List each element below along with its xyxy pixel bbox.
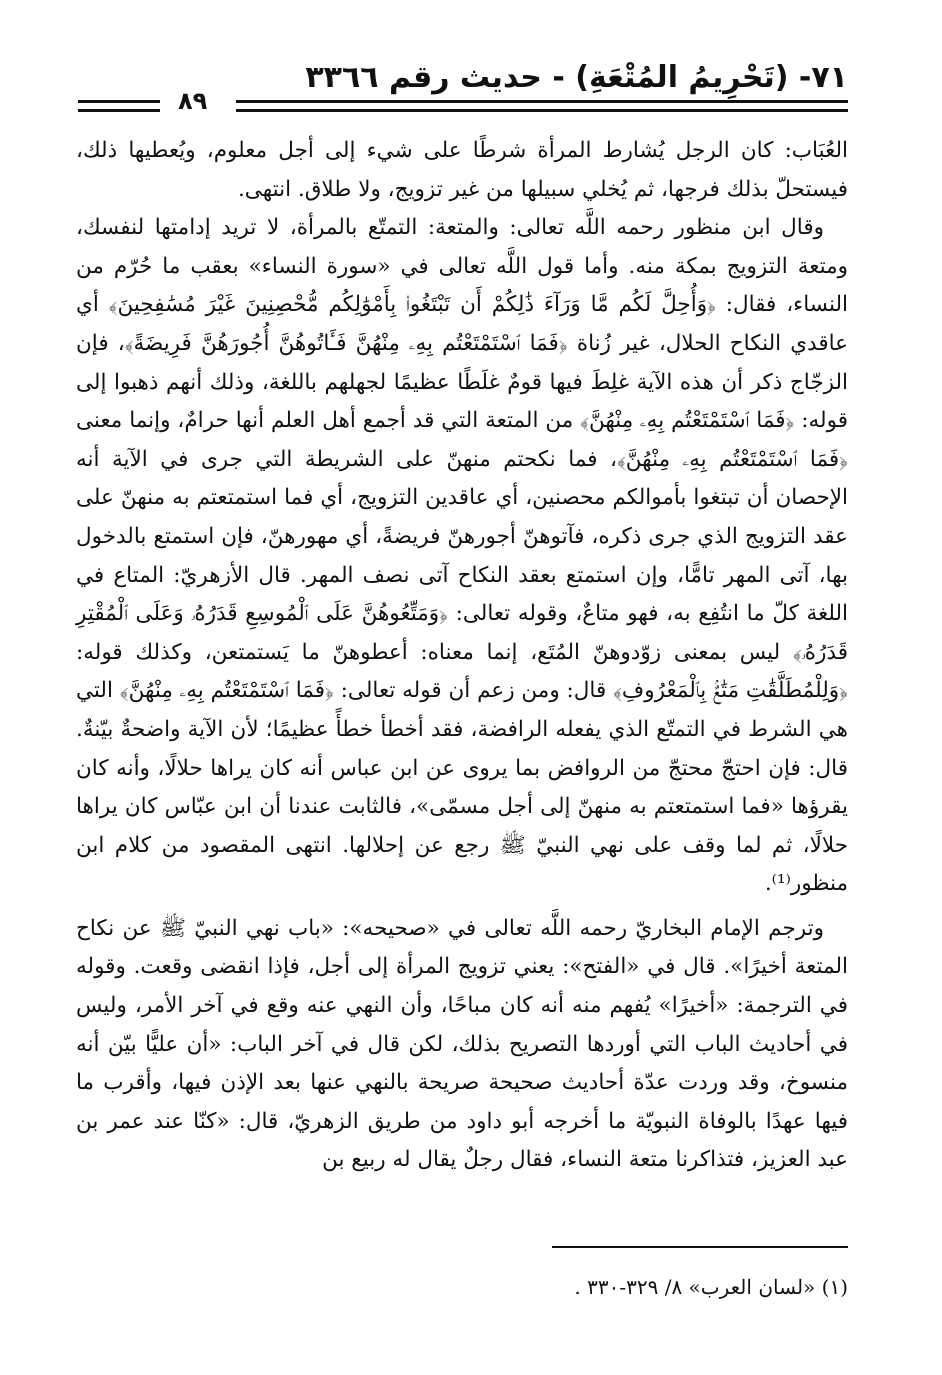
page-header <box>78 52 848 122</box>
header-double-rule-left <box>78 100 160 112</box>
paragraph-1: العُبَاب: كان الرجل يُشارط المرأة شرطًا على شيء إلى أجل معلوم، ويُعطيها ذلك، فيستحلّ بذلك فرجها، ثم يُخلي سبيلها من غير تزويج، ولا طلاق. انتهى. <box>76 138 848 202</box>
paragraph-2: وقال ابن منظور رحمه اللَّه تعالى: والمتعة: التمتّع بالمرأة، لا تريد إدامتها لنفسك، ومتعة التزويج بمكة منه. وأما قول اللَّه تعالى في «سورة النساء» بعقب ما حُرّم من النساء، فقال: ﴿وَأُحِلَّ لَكُم مَّا وَرَآءَ ذَٰلِكُمْ أَن تَبْتَغُوا۟ بِأَمْوَٰلِكُم مُّحْصِنِينَ غَيْرَ مُسَٰفِحِينَ﴾ أي عاقدي النكاح الحلال، غير زُناة ﴿فَمَا ٱسْتَمْتَعْتُم بِهِۦ مِنْهُنَّ فَـَٔاتُوهُنَّ أُجُورَهُنَّ فَرِيضَةً﴾، فإن الزجّاج ذكر أن هذه الآية غلِطَ فيها قومٌ غلَطًا عظيمًا لجهلهم باللغة، وذلك أنهم ذهبوا إلى قوله: ﴿فَمَا ٱسْتَمْتَعْتُم بِهِۦ مِنْهُنَّ﴾ من المتعة التي قد أجمع أهل العلم أنها حرامٌ، وإنما معنى ﴿فَمَا ٱسْتَمْتَعْتُم بِهِۦ مِنْهُنَّ﴾، فما نكحتم منهنّ على الشريطة التي جرى في الآية أنه الإحصان أن تبتغوا بأموالكم محصنين، أي عاقدين التزويج، أي فما استمتعتم به منهنّ على عقد التزويج الذي جرى ذكره، فآتوهنّ أجورهنّ فريضةً، أي مهورهنّ، فإن استمتع بالدخول بها، آتى المهر تامًّا، وإن استمتع بعقد النكاح آتى نصف المهر. قال الأزهريّ: المتاع في اللغة كلّ ما انتُفِع به، فهو متاعٌ، وقوله تعالى: ﴿وَمَتِّعُوهُنَّ عَلَى ٱلْمُوسِعِ قَدَرُهُۥ وَعَلَى ٱلْمُقْتِرِ قَدَرُهُۥ﴾ ليس بمعنى زوّدوهنّ المُتَع، إنما معناه: أعطوهنّ ما يَستمتعن، وكذلك قوله: ﴿وَلِلْمُطَلَّقَٰتِ مَتَٰعٌۢ بِٱلْمَعْرُوفِ﴾ قال: ومن زعم أن قوله تعالى: ﴿فَمَا ٱسْتَمْتَعْتُم بِهِۦ مِنْهُنَّ﴾ التي هي الشرط في التمتّع الذي يفعله الرافضة، فقد أخطأ خطأً عظيمًا؛ لأن الآية واضحةٌ بيّنةٌ. قال: فإن احتجّ محتجّ من الروافض بما يروى عن ابن عباس أنه كان يراها حلالًا، وأنه كان يقرؤها «فما استمتعتم به منهنّ إلى أجل مسمّى»، فالثابت عندنا أن ابن عبّاس كان يراها حلالًا، ثم لما وقف على نهي النبيّ ﷺ رجع عن إحلالها. انتهى المقصود من كلام ابن منظور⁽¹⁾. <box>76 215 848 897</box>
footnote: (١) «لسان العرب» ٨/ ٣٢٩-٣٣٠ . <box>574 1275 848 1299</box>
page-number: ٨٩ <box>178 87 208 115</box>
header-double-rule-right <box>236 100 848 112</box>
main-text <box>76 132 848 1180</box>
running-title: ٧١- (تَحْرِيمُ المُتْعَةِ) - حديث رقم ٣٣٦٦ <box>305 60 848 95</box>
footnote-separator <box>552 1246 848 1248</box>
paragraph-3: وترجم الإمام البخاريّ رحمه اللَّه تعالى في «صحيحه»: «باب نهي النبيّ ﷺ عن نكاح المتعة أخيرًا». قال في «الفتح»: يعني تزويج المرأة إلى أجل، فإذا انقضى وقعت. وقوله في الترجمة: «أخيرًا» يُفهم منه أنه كان مباحًا، وأن النهي عنه وقع في آخر الأمر، وليس في أحاديث الباب التي أوردها التصريح بذلك، لكن قال في آخر الباب: «أن عليًّا بيّن أنه منسوخ، وقد وردت عدّة أحاديث صحيحة صريحة بالنهي عنها بعد الإذن فيها، وأقرب ما فيها عهدًا بالوفاة النبويّة ما أخرجه أبو داود من طريق الزهريّ، قال: «كنّا عند عمر بن عبد العزيز، فتذاكرنا متعة النساء، فقال رجلٌ يقال له ربيع بن <box>76 915 848 1173</box>
